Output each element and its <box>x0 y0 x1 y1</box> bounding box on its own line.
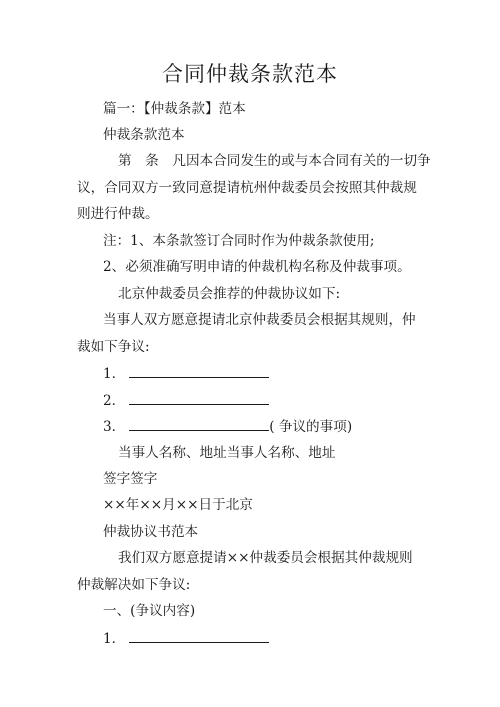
paragraph-line: 议，合同双方一致同意提请杭州仲裁委员会按照其仲裁规 <box>77 180 417 196</box>
paragraph-line: 北京仲裁委员会推荐的仲裁协议如下: <box>118 286 341 302</box>
note-line: 2、必须准确写明申请的仲裁机构名称及仲裁事项。 <box>103 259 411 275</box>
fill-blank <box>129 630 269 643</box>
paragraph-line: 则进行仲裁。 <box>77 206 159 222</box>
paragraph-line: 当事人双方愿意提请北京仲裁委员会根据其规则，仲 <box>103 312 416 328</box>
note-line: 注：1、本条款签订合同时作为仲裁条款使用; <box>103 233 375 249</box>
fill-blank <box>129 392 269 405</box>
blank-item: 2． <box>103 392 269 409</box>
paragraph-line: 裁如下争议: <box>77 339 150 355</box>
paragraph-line: 第 条 凡因本合同发生的或与本合同有关的一切争 <box>118 153 431 169</box>
document-title: 合同仲裁条款范本 <box>162 62 338 86</box>
blank-item: 1． <box>103 365 269 382</box>
paragraph-line: 我们双方愿意提请××仲裁委员会根据其仲裁规则 <box>118 550 413 566</box>
paragraph-line: 当事人名称、地址当事人名称、地址 <box>118 445 336 461</box>
section-heading: 篇一：【仲裁条款】范本 <box>103 101 246 117</box>
paragraph-line: 一、(争议内容) <box>103 603 196 619</box>
paragraph-line: 仲裁解决如下争议: <box>77 577 191 593</box>
subheading: 仲裁协议书范本 <box>103 524 199 540</box>
fill-blank <box>129 365 269 378</box>
fill-blank <box>129 418 269 431</box>
paragraph-line: ××年××月××日于北京 <box>103 497 253 513</box>
blank-item: 1． <box>103 630 269 647</box>
blank-item: 3． ( 争议的事项) <box>103 419 353 435</box>
paragraph-line: 签字签字 <box>103 471 158 487</box>
subheading: 仲裁条款范本 <box>103 127 185 143</box>
